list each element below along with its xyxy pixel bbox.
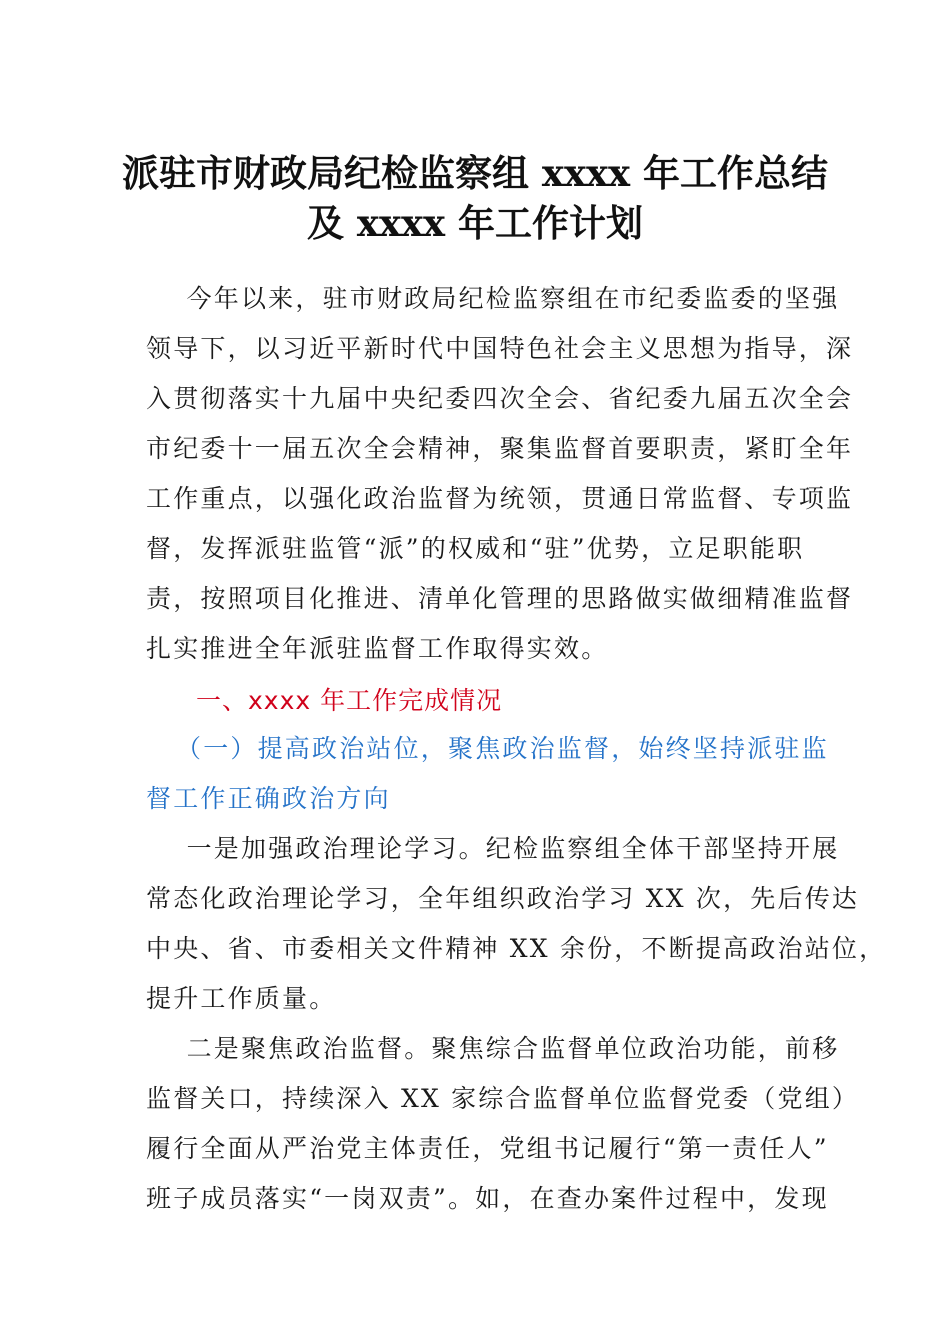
intro-line-6: 督，发挥派驻监管“派”的权威和“驻”优势，立足职能职 <box>146 534 805 563</box>
intro-line-7: 责，按照项目化推进、清单化管理的思路做实做细精准监督 <box>146 584 854 613</box>
para2-line-4: 班子成员落实“一岗双责”。如，在查办案件过程中，发现 <box>146 1184 829 1213</box>
intro-line-8: 扎实推进全年派驻监督工作取得实效。 <box>146 634 609 663</box>
section-heading-1: 一、xxxx 年工作完成情况 <box>196 686 503 715</box>
intro-line-5: 工作重点，以强化政治监督为统领，贯通日常监督、专项监 <box>146 484 854 513</box>
intro-line-2: 领导下，以习近平新时代中国特色社会主义思想为指导，深 <box>146 334 854 363</box>
para2-line-1: 二是聚焦政治监督。聚焦综合监督单位政治功能，前移 <box>146 1034 840 1063</box>
intro-line-1: 今年以来，驻市财政局纪检监察组在市纪委监委的坚强 <box>146 284 840 313</box>
subheading-line-1: （一）提高政治站位，聚焦政治监督，始终坚持派驻监 <box>176 734 829 763</box>
para1-line-4: 提升工作质量。 <box>146 984 337 1013</box>
para1-line-1: 一是加强政治理论学习。纪检监察组全体干部坚持开展 <box>146 834 840 863</box>
para2-line-3: 履行全面从严治党主体责任，党组书记履行“第一责任人” <box>146 1134 829 1163</box>
intro-line-4: 市纪委十一届五次全会精神，聚集监督首要职责，紧盯全年 <box>146 434 854 463</box>
para1-line-2: 常态化政治理论学习，全年组织政治学习 XX 次，先后传达 <box>146 884 860 913</box>
document-title-line-1: 派驻市财政局纪检监察组 xxxx 年工作总结 <box>122 151 828 195</box>
para1-line-3: 中央、省、市委相关文件精神 XX 余份，不断提高政治站位， <box>146 934 887 963</box>
subheading-line-2: 督工作正确政治方向 <box>146 784 391 813</box>
document-title-line-2: 及 xxxx 年工作计划 <box>307 201 643 245</box>
para2-line-2: 监督关口，持续深入 XX 家综合监督单位监督党委（党组） <box>146 1084 860 1113</box>
intro-line-3: 入贯彻落实十九届中央纪委四次全会、省纪委九届五次全会 <box>146 384 854 413</box>
